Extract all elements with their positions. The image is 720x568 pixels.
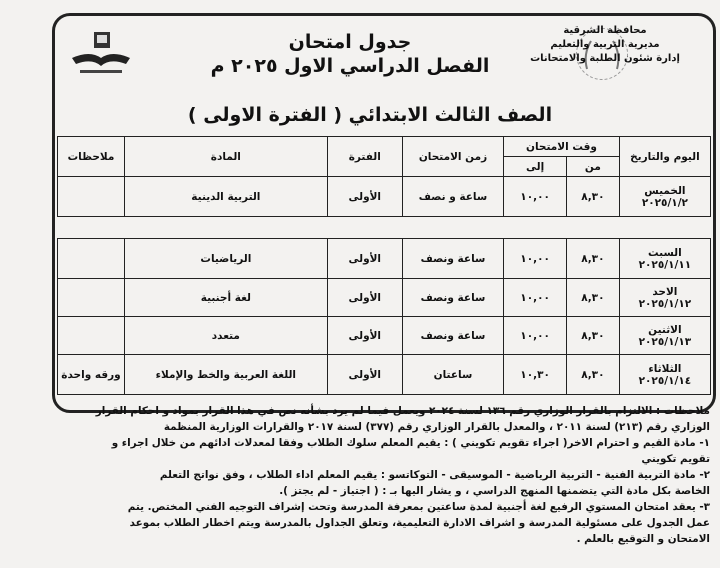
row-period: الأولى <box>327 317 402 355</box>
notes-label: ملاحظات : <box>655 405 710 417</box>
notes-line: ١- مادة القيم و احترام الاخر( اجراء تقويم تكويني ) : يقيم المعلم سلوك الطلاب وفقا لمعدلات ادائهم من خلال اجراء و <box>111 437 710 449</box>
notes-line: الوزاري رقم (٢١٣) لسنة ٢٠١١ ، والمعدل بالقرار الوزاري رقم (٣٧٧) لسنة ٢٠١٧ والقرارات الوزارية المنظمة <box>163 421 710 433</box>
header-to: إلى <box>504 157 567 177</box>
row-date: ٢٠٢٥/١/٢ <box>641 196 688 209</box>
header-subject: المادة <box>124 137 327 177</box>
title-line1: جدول امتحان <box>288 31 412 53</box>
row-notes <box>58 177 125 217</box>
header-exam-time: وقت الامتحان <box>504 137 620 157</box>
exam-table-body <box>57 238 711 395</box>
row-day: السبت <box>648 246 682 259</box>
notes-line: الامتحان و التوقيع بالعلم . <box>576 533 710 545</box>
row-date: ٢٠٢٥/١/١١ <box>638 258 692 271</box>
directorate-name: مديرية التربية والتعليم <box>550 39 660 50</box>
row-duration: ساعة ونصف <box>402 279 503 317</box>
row-period: الأولى <box>327 177 402 217</box>
governorate-name: محافظة الشرقية <box>563 25 647 36</box>
row-to: ١٠,٠٠ <box>504 279 567 317</box>
row-notes <box>58 279 125 317</box>
notes-line: ٢- مادة التربية الفنية - التربية الرياضية - الموسيقى - التوكاتسو : يقيم المعلم اداء الطلاب ، وفق نواتج التعلم <box>159 469 710 481</box>
row-day: الخميس <box>644 184 686 197</box>
row-subject: متعدد <box>124 317 327 355</box>
row-duration: ساعة ونصف <box>402 317 503 355</box>
row-subject: التربية الدينية <box>124 177 327 217</box>
directorate-header <box>520 24 690 66</box>
table-row <box>58 317 711 355</box>
row-from: ٨,٣٠ <box>567 317 620 355</box>
header-notes: ملاحظات <box>58 137 125 177</box>
header-from: من <box>567 157 620 177</box>
row-duration: ساعة ونصف <box>402 239 503 279</box>
row-from: ٨,٣٠ <box>567 279 620 317</box>
table-row <box>58 239 711 279</box>
notes-line: تقويم تكويني <box>641 453 710 465</box>
header-day-date: اليوم والتاريخ <box>619 137 710 177</box>
row-day: الاثنين <box>648 323 682 336</box>
notes-section <box>58 403 710 547</box>
table-row <box>58 279 711 317</box>
administration-name: إدارة شئون الطلبة والامتحانات <box>530 53 680 64</box>
row-subject: اللغة العربية والخط والإملاء <box>124 355 327 395</box>
row-period: الأولى <box>327 239 402 279</box>
row-date: ٢٠٢٥/١/١٢ <box>638 297 692 310</box>
header-period: الفترة <box>327 137 402 177</box>
row-date: ٢٠٢٥/١/١٤ <box>638 374 692 387</box>
row-duration: ساعة و نصف <box>402 177 503 217</box>
row-period: الأولى <box>327 355 402 395</box>
row-from: ٨,٣٠ <box>567 177 620 217</box>
row-period: الأولى <box>327 279 402 317</box>
header-duration: زمن الامتحان <box>402 137 503 177</box>
row-day: الثلاثاء <box>648 362 682 375</box>
row-subject: لغة أجنبية <box>124 279 327 317</box>
row-to: ١٠,٠٠ <box>504 317 567 355</box>
row-to: ١٠,٣٠ <box>504 355 567 395</box>
page-title <box>200 30 500 78</box>
table-row <box>58 355 711 395</box>
row-notes: ورقه واحدة <box>58 355 125 395</box>
exam-table-header <box>57 136 711 217</box>
row-to: ١٠,٠٠ <box>504 177 567 217</box>
notes-line: الخاصة بكل مادة التي يتضمنها المنهج الدراسي ، و يشار اليها بـ : ( اجتياز - لم يجتز ). <box>279 485 710 497</box>
row-subject: الرياضيات <box>124 239 327 279</box>
row-date: ٢٠٢٥/١/١٣ <box>638 335 692 348</box>
notes-line: ملاحظات : الالتزام بالقرار الوزاري رقم ١٣٦ لسنة ٢٠٢٤ ويعمل فيما لم يرد بشأنه نص في هذا القرار بمواد و احكام القرار <box>95 405 710 417</box>
row-duration: ساعتان <box>402 355 503 395</box>
row-to: ١٠,٠٠ <box>504 239 567 279</box>
row-notes <box>58 317 125 355</box>
title-line2: الفصل الدراسي الاول ٢٠٢٥ م <box>210 55 490 77</box>
row-day: الاحد <box>652 285 678 298</box>
row-notes <box>58 239 125 279</box>
grade-title: الصف الثالث الابتدائي ( الفترة الاولى ) <box>187 104 553 126</box>
table-row <box>58 177 711 217</box>
row-from: ٨,٣٠ <box>567 239 620 279</box>
emblem-icon <box>70 28 132 80</box>
notes-line: ٣- يعقد امتحان المستوي الرفيع لغة أجنبية لمدة ساعتين بمعرفة المدرسة وتحت إشراف التوجيه الفني المختص. يتم <box>127 501 710 513</box>
row-from: ٨,٣٠ <box>567 355 620 395</box>
notes-line: عمل الجدول على مسئولية المدرسة و اشراف الادارة التعليمية، وتعلق الجداول بالمدرسة ويتم اخطار الطلاب بموعد <box>129 517 710 529</box>
